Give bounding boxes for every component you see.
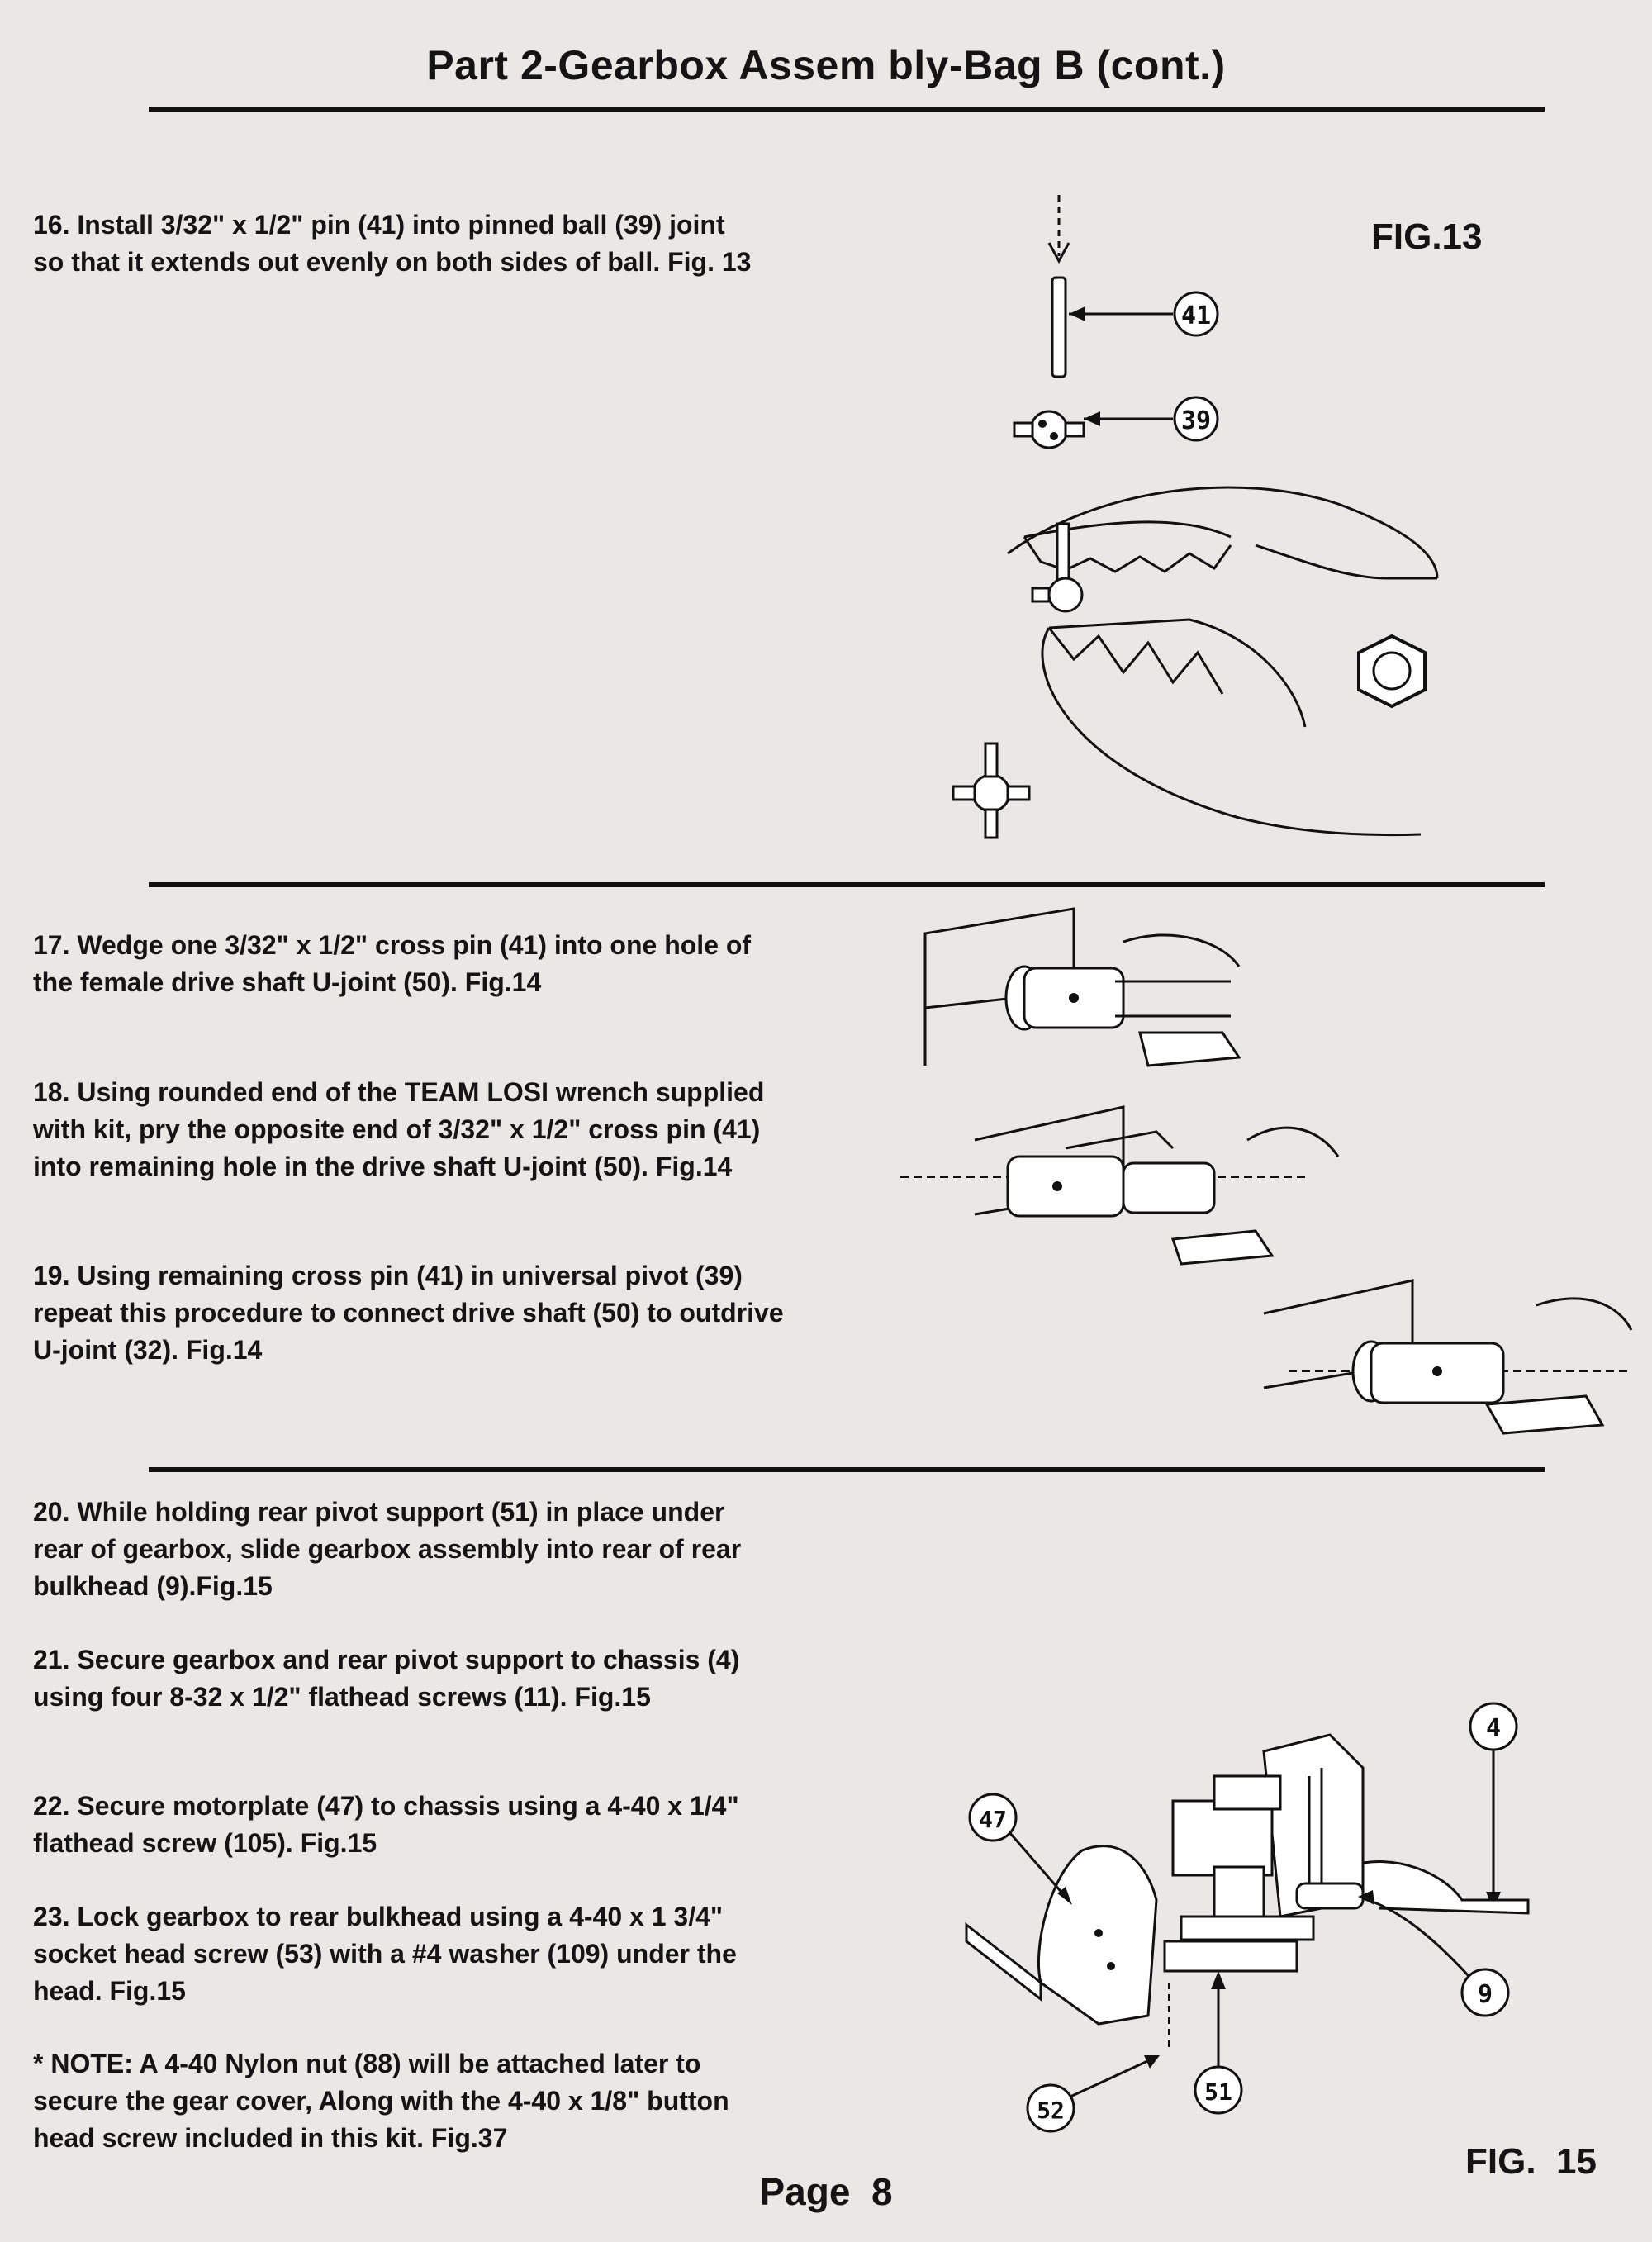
step-16: 16. Install 3/32" x 1/2" pin (41) into pinned ball (39) joint so that it extends out evenly on both sides of ball. Fig. 13 xyxy=(33,210,752,277)
step-19: 19. Using remaining cross pin (41) in universal pivot (39) repeat this procedure to connect drive shaft (50) to outdrive U-joint (32). Fig.14 xyxy=(33,1261,784,1365)
section-rule-1 xyxy=(149,882,1545,887)
callout-41: 41 xyxy=(1180,302,1212,330)
fig-14-illustration xyxy=(876,892,1635,1470)
step-20: 20. While holding rear pivot support (51) in place under rear of gearbox, slide gearbox assembly into rear of rear bulkhead (9).Fig.15 xyxy=(33,1497,742,1601)
callout-39: 39 xyxy=(1180,406,1212,435)
step-18: 18. Using rounded end of the TEAM LOSI wrench supplied with kit, pry the opposite end of 3/32" x 1/2" cross pin (41) into remaining hole in the drive shaft U-joint (50). Fig.14 xyxy=(33,1077,765,1181)
callout-9: 9 xyxy=(1477,1980,1493,2009)
callout-52: 52 xyxy=(1037,2097,1065,2124)
step-22: 22. Secure motorplate (47) to chassis using a 4-40 x 1/4" flathead screw (105). Fig.15 xyxy=(33,1791,739,1858)
note: * NOTE: A 4-40 Nylon nut (88) will be attached later to secure the gear cover, Along with the 4-40 x 1/8" button head screw included in this kit. Fig.37 xyxy=(33,2049,729,2153)
step-17: 17. Wedge one 3/32" x 1/2" cross pin (41) into one hole of the female drive shaft U-joint (50). Fig.14 xyxy=(33,930,752,997)
fig-13-illustration xyxy=(909,190,1487,851)
step-23: 23. Lock gearbox to rear bulkhead using a 4-40 x 1 3/4" socket head screw (53) with a #4 washer (109) under the head. Fig.15 xyxy=(33,1902,737,2006)
page-title: Part 2-Gearbox Assem bly-Bag B (cont.) xyxy=(426,42,1226,88)
callout-51: 51 xyxy=(1204,2078,1232,2106)
section-rule-2 xyxy=(149,1467,1545,1472)
page-number: Page 8 xyxy=(759,2170,893,2213)
fig-15-label: FIG. 15 xyxy=(1465,2141,1597,2182)
callout-47: 47 xyxy=(979,1806,1007,1833)
header-rule xyxy=(149,107,1545,112)
callout-4: 4 xyxy=(1485,1714,1502,1743)
fig-15-illustration xyxy=(933,1685,1561,2148)
fig-13-label: FIG.13 xyxy=(1371,216,1483,257)
step-21: 21. Secure gearbox and rear pivot support to chassis (4) using four 8-32 x 1/2" flathead screws (11). Fig.15 xyxy=(33,1645,740,1712)
